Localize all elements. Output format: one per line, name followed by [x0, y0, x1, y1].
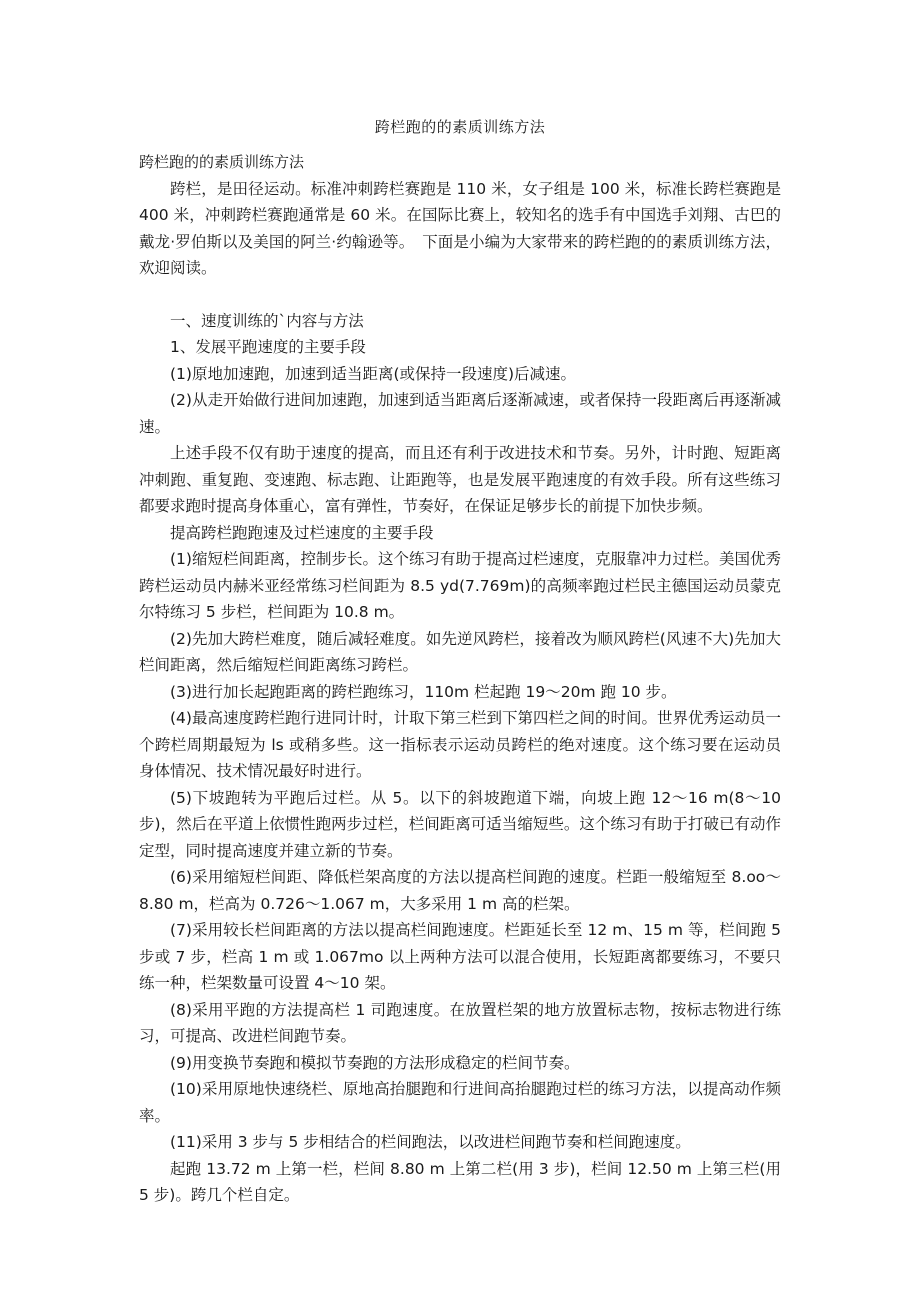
list-item: (7)采用较长栏间距离的方法以提高栏间跑速度。栏距延长至 12 m、15 m 等，栏间跑 5 步或 7 步，栏高 1 m 或 1.067mo 以上两种方法可以混合使用，长短距离都要练习，不要只练一种，栏架数量可设置 4～10 架。	[139, 921, 781, 992]
list-item: (6)采用缩短栏间距、降低栏架高度的方法以提高栏间跑的速度。栏距一般缩短至 8.oo～8.80 m，栏高为 0.726～1.067 m，大多采用 1 m 高的栏架。	[139, 868, 781, 913]
list-item: 起跑 13.72 m 上第一栏，栏间 8.80 m 上第二栏(用 3 步)，栏间 12.50 m 上第三栏(用 5 步)。跨几个栏自定。	[139, 1159, 781, 1204]
section-heading: 一、速度训练的`内容与方法	[170, 311, 364, 330]
list-item: (4)最高速度跨栏跑行进同计时，计取下第三栏到下第四栏之间的时间。世界优秀运动员一个跨栏周期最短为 ls 或稍多些。这一指标表示运动员跨栏的绝对速度。这个练习要在运动员身体情况、技术情况最好时进行。	[139, 709, 781, 780]
list-item: (11)采用 3 步与 5 步相结合的栏间跑法，以改进栏间跑节奏和栏间跑速度。	[170, 1133, 691, 1151]
list-item: (1)原地加速跑，加速到适当距离(或保持一段速度)后减速。	[170, 364, 577, 383]
document-body	[139, 149, 781, 1209]
list-item: (2)先加大跨栏难度，随后减轻难度。如先逆风跨栏，接着改为顺风跨栏(风速不大)先加大栏间距离，然后缩短栏间距离练习跨栏。	[139, 629, 781, 674]
document-title: 跨栏跑的的素质训练方法	[374, 118, 546, 136]
summary-paragraph: 上述手段不仅有助于速度的提高，而且还有利于改进技术和节奏。另外，计时跑、短距离冲刺跑、重复跑、变速跑、标志跑、让距跑等，也是发展平跑速度的有效手段。所有这些练习都要求跑时提高身体重心，富有弹性，节奏好，在保证足够步长的前提下加快步频。	[139, 444, 781, 515]
intro-paragraph: 跨栏，是田径运动。标准冲刺跨栏赛跑是 110 米，女子组是 100 米，标准长跨栏赛跑是 400 米，冲刺跨栏赛跑通常是 60 米。在国际比赛上，较知名的选手有中国选手刘翔、古巴的戴龙·罗伯斯以及美国的阿兰·约翰逊等。 下面是小编为大家带来的跨栏跑的的素质训练方法，欢迎阅读。	[139, 179, 781, 277]
subsection-heading: 1、发展平跑速度的主要手段	[170, 338, 366, 356]
list-item: (9)用变换节奏跑和模拟节奏跑的方法形成稳定的栏间节奏。	[170, 1053, 580, 1072]
list-item: (2)从走开始做行进间加速跑，加速到适当距离后逐渐减速，或者保持一段距离后再逐渐减速。	[139, 391, 781, 436]
list-item: (10)采用原地快速绕栏、原地高抬腿跑和行进间高抬腿跑过栏的练习方法，以提高动作频率。	[139, 1080, 781, 1125]
list-item: (8)采用平跑的方法提高栏 1 司跑速度。在放置栏架的地方放置标志物，按标志物进行练习，可提高、改进栏间跑节奏。	[139, 1000, 781, 1045]
list-item: (3)进行加长起跑距离的跨栏跑练习，110m 栏起跑 19～20m 跑 10 步。	[170, 682, 677, 701]
subsection-heading: 提高跨栏跑跑速及过栏速度的主要手段	[170, 523, 434, 542]
list-item: (5)下坡跑转为平跑后过栏。从 5。以下的斜坡跑道下端，向坡上跑 12～16 m(8～10 步)，然后在平道上依惯性跑两步过栏，栏间距离可适当缩短些。这个练习有助于打破已有动作定型，同时提高速度并建立新的节奏。	[139, 788, 781, 860]
list-item: (1)缩短栏间距离，控制步长。这个练习有助于提高过栏速度，克服靠冲力过栏。美国优秀跨栏运动员内赫米亚经常练习栏间距为 8.5 yd(7.769m)的高频率跑过栏民主德国运动员蒙克尔特练习 5 步栏，栏间距为 10.8 m。	[139, 550, 781, 621]
document-subtitle: 跨栏跑的的素质训练方法	[139, 153, 305, 171]
blank-line	[139, 282, 781, 308]
